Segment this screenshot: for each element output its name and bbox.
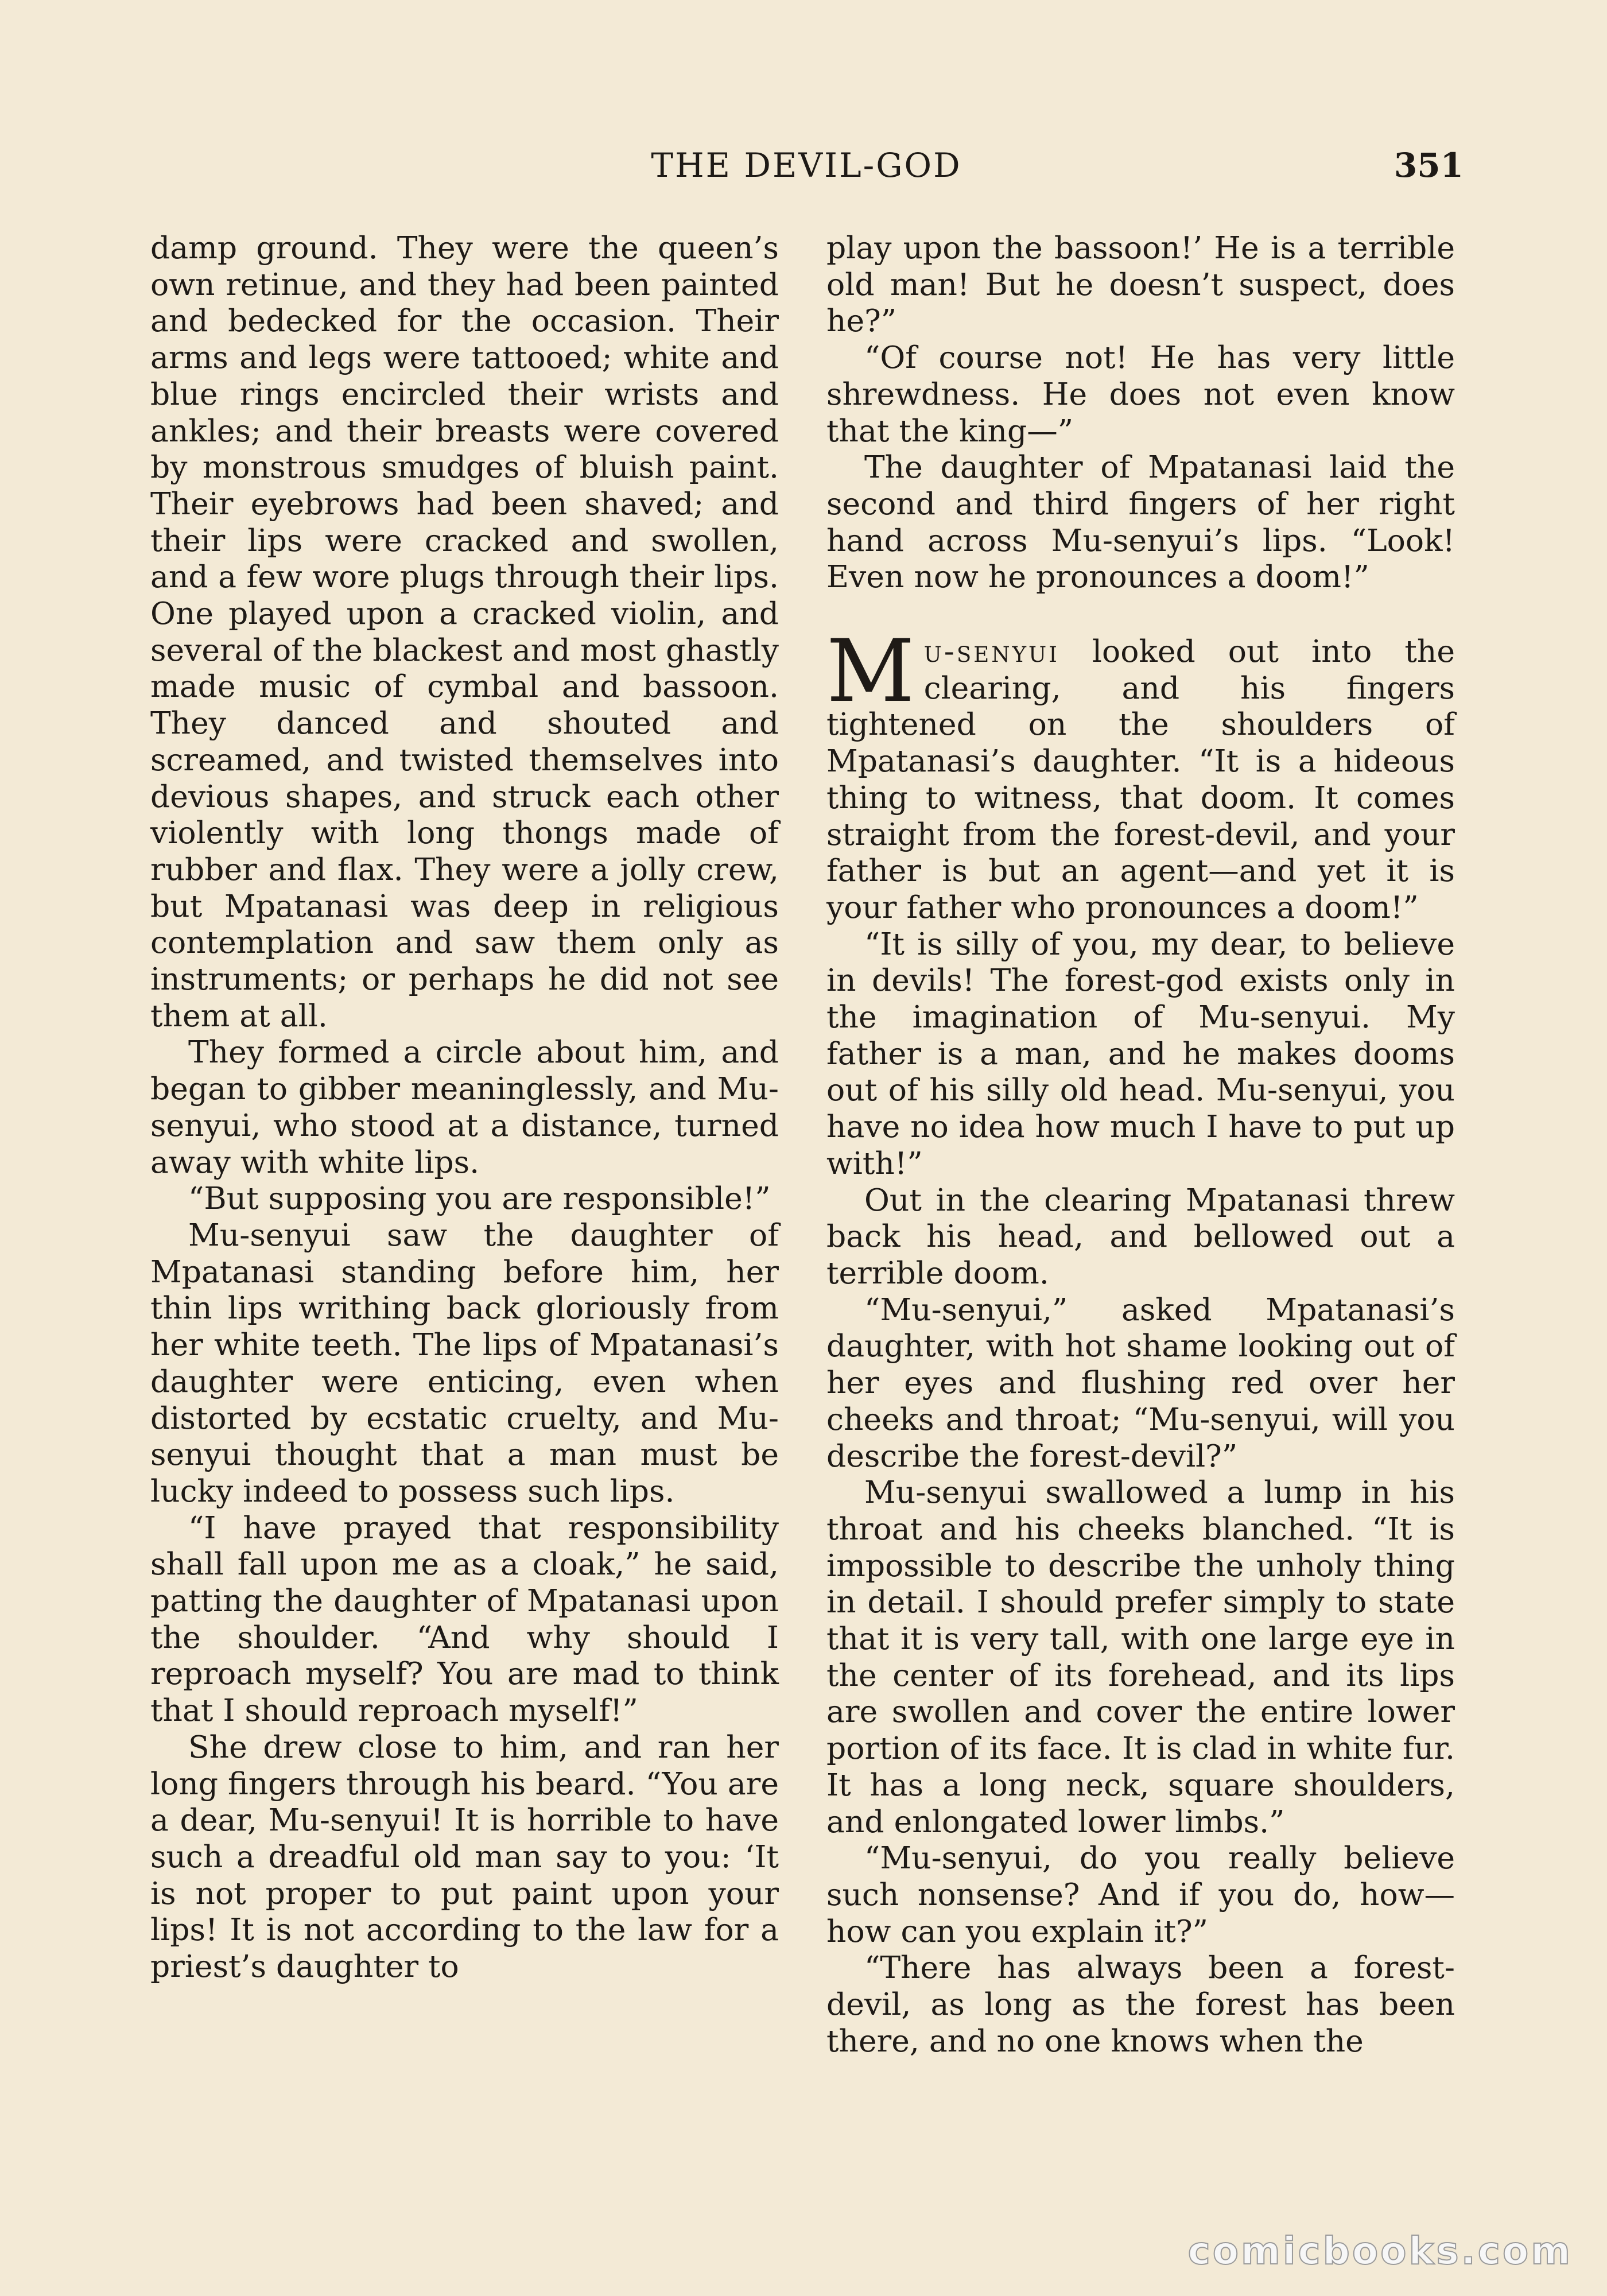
paragraph: “There has always been a forest-devil, as long as the forest has been there, and no one knows when the <box>826 1949 1455 2059</box>
paragraph: damp ground. They were the queen’s own retinue, and they had been painted and bedecked for the occasion. Their arms and legs were tattooed; white and blue rings encircled their wrists and ankles; and their breasts were covered by monstrous smudges of bluish paint. Their eyebrows had been shaved; and their lips were cracked and swollen, and a few wore plugs through their lips. One played upon a cracked violin, and several of the blackest and most ghastly made music of cymbal and bassoon. They danced and shouted and screamed, and twisted themselves into devious shapes, and struck each other violently with long thongs made of rubber and flax. They were a jolly crew, but Mpatanasi was deep in religious contemplation and saw them only as instruments; or perhaps he did not see them at all. <box>150 230 779 1034</box>
paragraph-rest: looked out into the clearing, and his fingers tightened on the shoulders of Mpatanasi’s daughter. “It is a hideous thing to witness, that doom. It comes straight from the forest-devil, and your father is but an agent—and yet it is your father who pronounces a doom!” <box>826 633 1455 925</box>
page-header <box>149 142 1464 194</box>
paragraph: She drew close to him, and ran her long fingers through his beard. “You are a dear, Mu-senyui! It is horrible to have such a dreadful old man say to you: ‘It is not proper to put paint upon your lips! It is not according to the law for a priest’s daughter to <box>150 1728 779 1985</box>
page-number: 351 <box>1393 146 1464 185</box>
paragraph: play upon the bassoon!’ He is a terrible old man! But he doesn’t suspect, does he?” <box>826 230 1455 339</box>
running-title: THE DEVIL-GOD <box>651 146 962 185</box>
section-opening-paragraph <box>826 622 1455 926</box>
paragraph: “Of course not! He has very little shrewdness. He does not even know that the king—” <box>826 339 1455 449</box>
watermark: comicbooks.com <box>1187 2229 1573 2273</box>
paragraph: Out in the clearing Mpatanasi threw back his head, and bellowed out a terrible doom. <box>826 1181 1455 1291</box>
small-caps-lead: u-senyui <box>923 633 1059 670</box>
paragraph: Mu-senyui swallowed a lump in his throat and his cheeks blanched. “It is impossible to describe the unholy thing in detail. I should prefer simply to state that it is very tall, with one large eye in the center of its forehead, and its lips are swollen and cover the entire lower portion of its face. It is clad in white fur. It has a long neck, square shoulders, and enlongated lower limbs.” <box>826 1474 1455 1840</box>
left-column <box>150 230 779 1985</box>
paragraph: “Mu-senyui,” asked Mpatanasi’s daughter, with hot shame looking out of her eyes and flushing red over her cheeks and throat; “Mu-senyui, will you describe the forest-devil?” <box>826 1291 1455 1474</box>
paragraph: The daughter of Mpatanasi laid the second and third fingers of her right hand across Mu-senyui’s lips. “Look! Even now he pronounces a doom!” <box>826 449 1455 595</box>
paragraph: “I have prayed that responsibility shall fall upon me as a cloak,” he said, patting the daughter of Mpatanasi upon the shoulder. “And why should I reproach myself? You are mad to think that I should reproach myself!” <box>150 1509 779 1729</box>
drop-cap: M <box>826 622 915 722</box>
paragraph: “But supposing you are responsible!” <box>188 1180 771 1217</box>
paragraph: They formed a circle about him, and began to gibber meaninglessly, and Mu-senyui, who stood at a distance, turned away with white lips. <box>150 1034 779 1180</box>
paragraph: Mu-senyui saw the daughter of Mpatanasi standing before him, her thin lips writhing back gloriously from her white teeth. The lips of Mpatanasi’s daughter were enticing, even when distorted by ecstatic cruelty, and Mu-senyui thought that a man must be lucky indeed to possess such lips. <box>150 1216 779 1509</box>
right-column <box>826 230 1455 2059</box>
paragraph: “Mu-senyui, do you really believe such nonsense? And if you do, how—how can you explain it?” <box>826 1840 1455 1949</box>
paragraph: “It is silly of you, my dear, to believe in devils! The forest-god exists only in the imagination of Mu-senyui. My father is a man, and he makes dooms out of his silly old head. Mu-senyui, you have no idea how much I have to put up with!” <box>826 925 1455 1181</box>
